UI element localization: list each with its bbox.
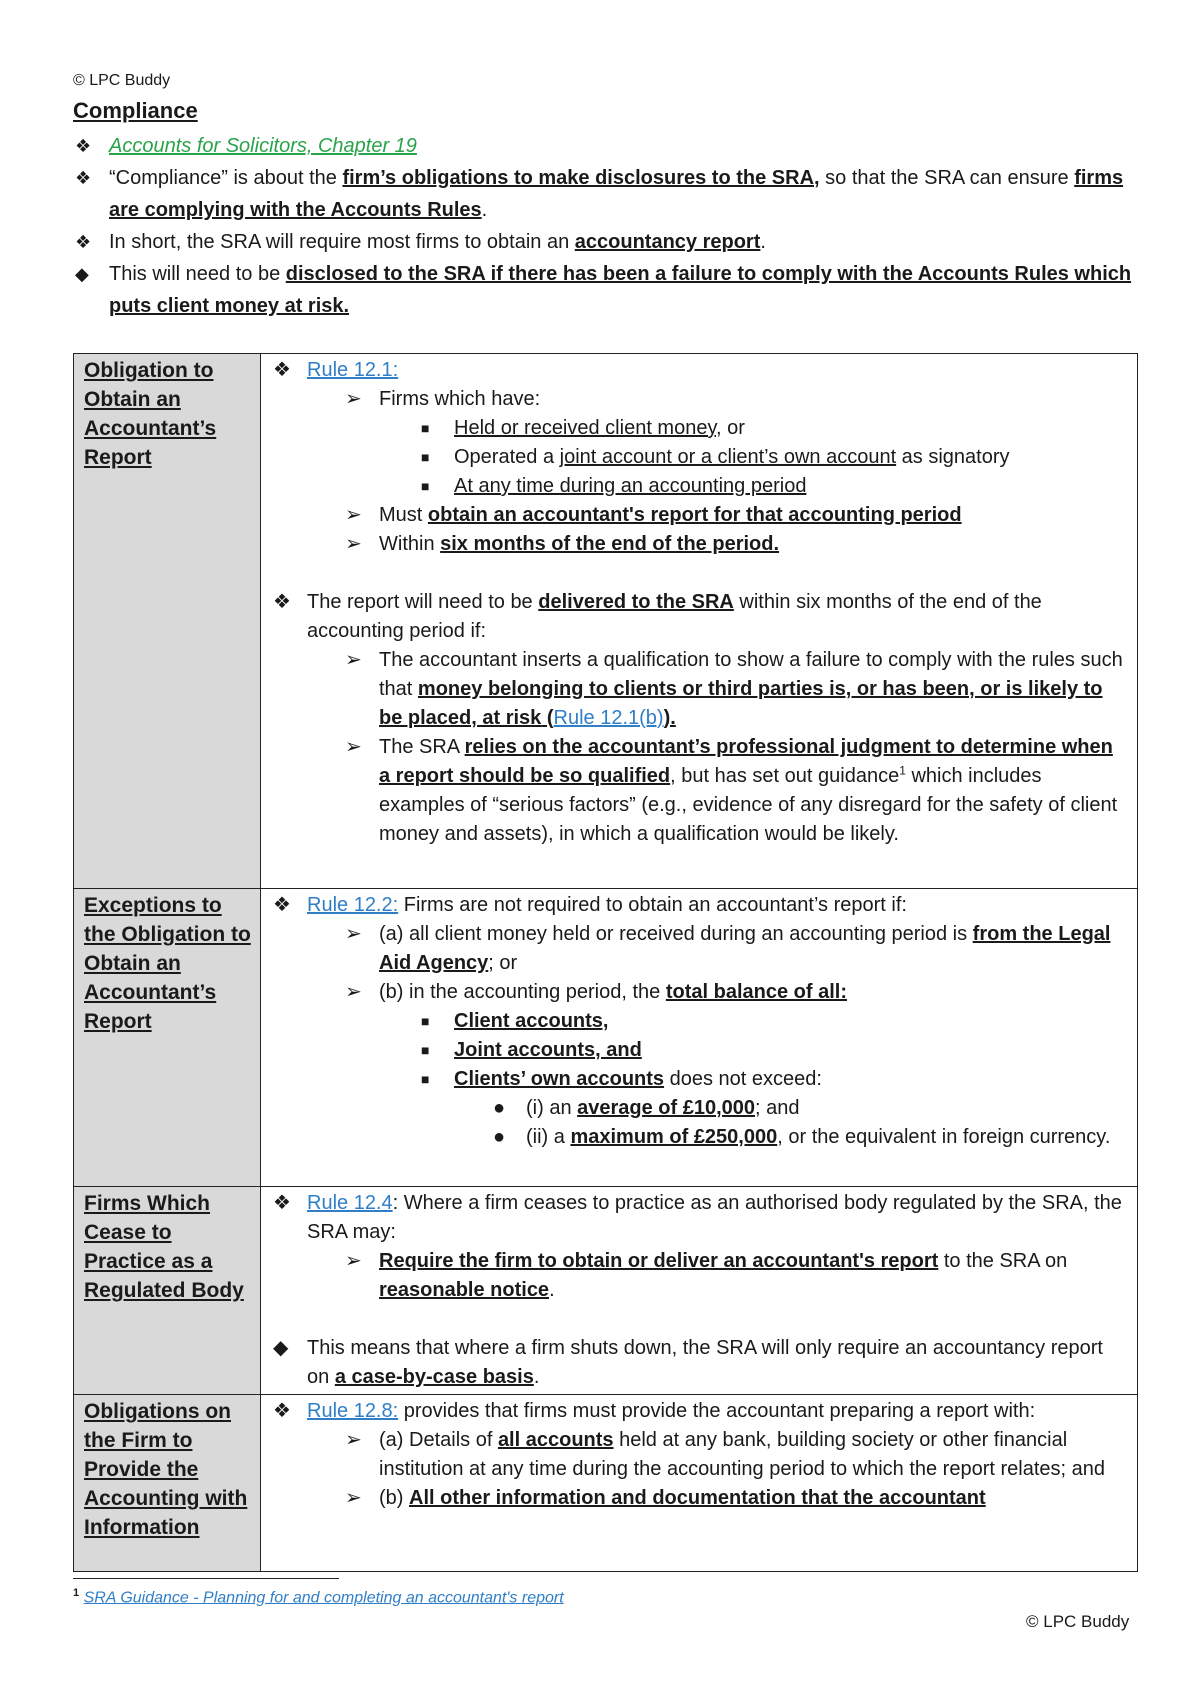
rule-link[interactable]: Rule 12.2: xyxy=(307,894,399,916)
intro-list xyxy=(73,130,1143,322)
diamond-bullet-icon: ❖ xyxy=(273,894,291,916)
arrow-bullet-icon: ➢ xyxy=(345,736,362,758)
row-content: ❖ Rule 12.8: provides that firms must provide the accountant preparing a report with: ➢ (a) Details of all accounts held at any bank, building society or other financial institution at any time during the accounting period to which the report relates; and ➢ (b) All other information and documentation that the accountant xyxy=(261,1395,1138,1572)
row-label: Firms Which Cease to Practice as a Regulated Body xyxy=(74,1187,261,1395)
arrow-bullet-icon: ➢ xyxy=(345,923,362,945)
arrow-bullet-icon: ➢ xyxy=(345,649,362,671)
arrow-bullet-icon: ➢ xyxy=(345,1487,362,1509)
row-content: ❖ Rule 12.4: Where a firm ceases to practice as an authorised body regulated by the SRA, the SRA may: ➢ Require the firm to obtain or deliver an accountant's report to the SRA on reasonable notice. ◆ This means that where a firm shuts down, the SRA will only require an accountancy report on a case-by-case basis. xyxy=(261,1187,1138,1395)
diamond-bullet-icon: ❖ xyxy=(273,359,291,381)
intro-item-compliance: ❖ “Compliance” is about the firm’s obligations to make disclosures to the SRA, so that the SRA can ensure firms are complying with the Accounts Rules. xyxy=(73,162,1143,226)
dot-bullet-icon: ● xyxy=(493,1097,506,1119)
arrow-bullet-icon: ➢ xyxy=(345,504,362,526)
row-label: Obligation to Obtain an Accountant’s Report xyxy=(74,354,261,889)
intro-item-reference xyxy=(73,130,1143,162)
table-row xyxy=(74,354,1138,889)
rules-table xyxy=(73,353,1138,1572)
table-row xyxy=(74,889,1138,1187)
footnote-number: 1 xyxy=(73,1587,80,1599)
row-label: Obligations on the Firm to Provide the Accounting with Information xyxy=(74,1395,261,1572)
arrow-bullet-icon: ➢ xyxy=(345,981,362,1003)
diamond-bullet-icon: ❖ xyxy=(273,1192,291,1214)
solid-diamond-bullet-icon: ◆ xyxy=(273,1337,289,1359)
diamond-bullet-icon: ❖ xyxy=(75,232,92,252)
intro-item-report: ❖ In short, the SRA will require most firms to obtain an accountancy report. xyxy=(73,226,1143,258)
dot-bullet-icon: ● xyxy=(493,1126,506,1148)
diamond-bullet-icon: ❖ xyxy=(75,136,92,156)
table-row xyxy=(74,1395,1138,1572)
arrow-bullet-icon: ➢ xyxy=(345,1429,362,1451)
rule-link[interactable]: Rule 12.8: xyxy=(307,1400,399,1422)
footer-copyright: © LPC Buddy xyxy=(1026,1612,1130,1631)
header-copyright: © LPC Buddy xyxy=(73,72,171,89)
chapter-reference-link[interactable]: Accounts for Solicitors, Chapter 19 xyxy=(109,135,417,157)
arrow-bullet-icon: ➢ xyxy=(345,1250,362,1272)
footnote-divider xyxy=(73,1578,339,1579)
square-bullet-icon: ■ xyxy=(421,478,430,494)
square-bullet-icon: ■ xyxy=(421,1013,430,1029)
row-content: ❖ Rule 12.2: Firms are not required to obtain an accountant’s report if: ➢ (a) all client money held or received during an accounting period is from the Legal Aid Agency; or ➢ (b) in the accounting period, the total balance of all: ■ Client accounts, ■ Joint accounts, and ■ Clients’ own accounts does not exceed: ● (i) an average of £10,000; and ● (ii) a maximum of £250,000, or the equivalent in foreign currency. xyxy=(261,889,1138,1187)
page-title: Compliance xyxy=(73,98,198,123)
rule-link[interactable]: Rule 12.4 xyxy=(307,1192,393,1214)
table-row xyxy=(74,1187,1138,1395)
square-bullet-icon: ■ xyxy=(421,1071,430,1087)
square-bullet-icon: ■ xyxy=(421,449,430,465)
rule-link[interactable]: Rule 12.1: xyxy=(307,359,399,381)
square-bullet-icon: ■ xyxy=(421,1042,430,1058)
intro-item-disclosure: ◆ This will need to be disclosed to the SRA if there has been a failure to comply with the Accounts Rules which puts client money at risk. xyxy=(73,258,1143,322)
rule-link[interactable]: Rule 12.1(b) xyxy=(553,707,664,729)
row-content: ❖ Rule 12.1: ➢ Firms which have: ■ Held or received client money, or ■ Operated a joint account or a client’s own account as signatory ■ At any time during an accounting period ➢ Must obtain an accountant's report for that accounting period ➢ Within six months of the end of the period. ❖ The report will need to be delivered to the SRA within six months of the end of the accounting period if: ➢ The accountant inserts a qualification to show a failure to comply with the rules such that money belonging to clients or third parties is, or has been, or is likely to be placed, at risk (Rule 12.1(b)). ➢ The SRA relies on the accountant’s professional judgment to determine when a report should be so qualified, but has set out guidance$^1$ which includes examples of “serious factors” (e.g., evidence of any disregard for the safety of client money and assets), in which a qualification would be likely. xyxy=(261,354,1138,889)
diamond-bullet-icon: ❖ xyxy=(273,591,291,613)
solid-diamond-bullet-icon: ◆ xyxy=(75,264,89,284)
footnote-reference[interactable]: 1 xyxy=(899,763,906,778)
row-label: Exceptions to the Obligation to Obtain an Accountant’s Report xyxy=(74,889,261,1187)
diamond-bullet-icon: ❖ xyxy=(75,168,92,188)
arrow-bullet-icon: ➢ xyxy=(345,388,362,410)
diamond-bullet-icon: ❖ xyxy=(273,1400,291,1422)
footnote xyxy=(73,1587,564,1607)
arrow-bullet-icon: ➢ xyxy=(345,533,362,555)
square-bullet-icon: ■ xyxy=(421,420,430,436)
footnote-link[interactable]: SRA Guidance - Planning for and completing an accountant's report xyxy=(83,1589,564,1607)
